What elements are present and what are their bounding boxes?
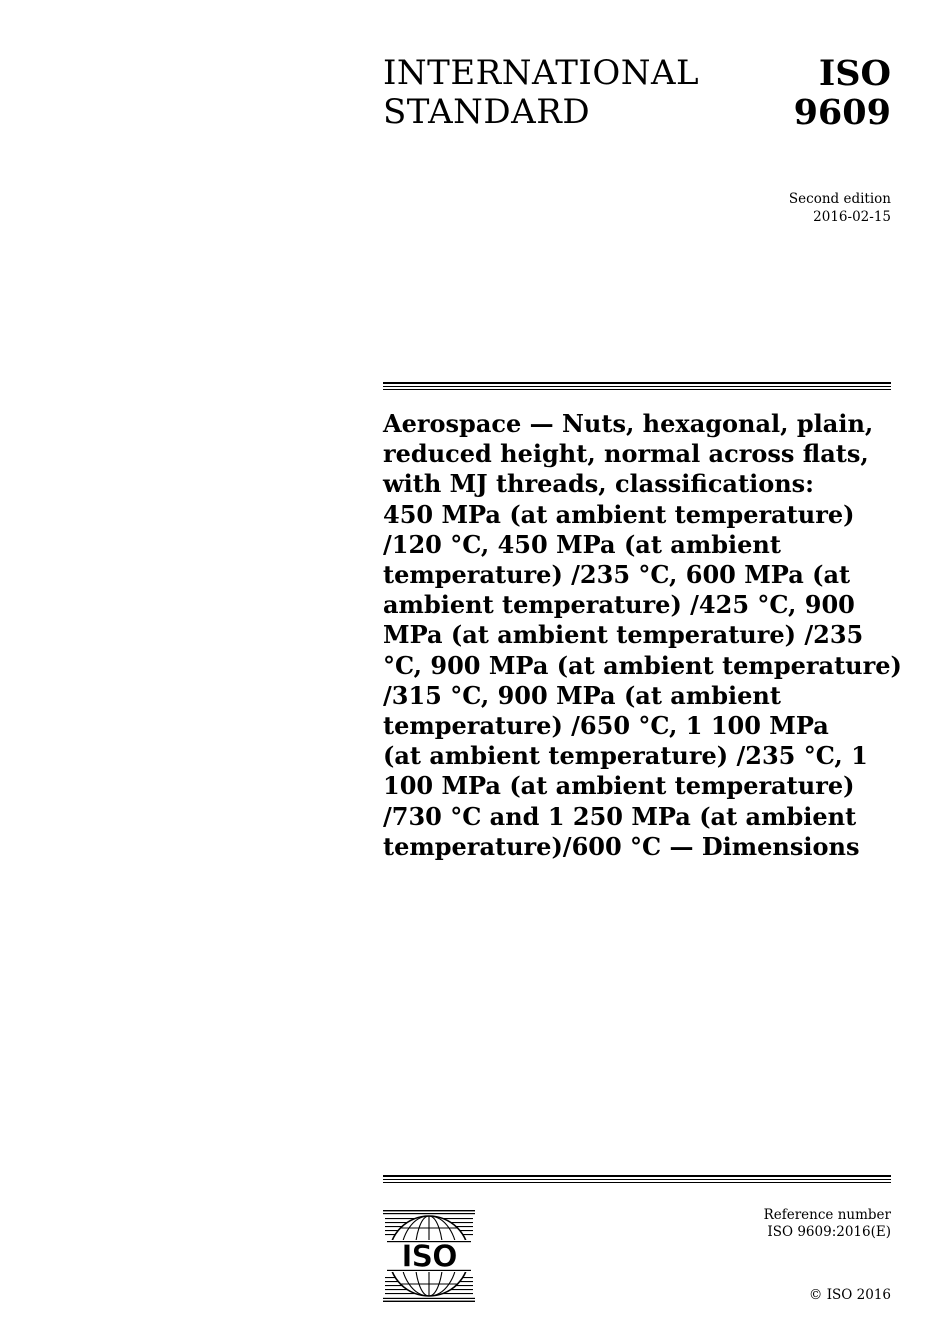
title-line: MPa (at ambient temperature) /235 — [383, 620, 864, 650]
standard-number: 9609 — [793, 92, 891, 133]
title-line: °C, 900 MPa (at ambient temperature) — [383, 650, 902, 680]
title-line: ambient temperature) /425 °C, 900 — [383, 590, 855, 620]
title-line: /315 °C, 900 MPa (at ambient — [383, 680, 781, 710]
edition-date: 2016-02-15 — [813, 209, 891, 225]
title-line: /120 °C, 450 MPa (at ambient — [383, 529, 781, 559]
reference-label: Reference number — [763, 1207, 891, 1223]
reference-value: ISO 9609:2016(E) — [767, 1224, 891, 1240]
title-line: 100 MPa (at ambient temperature) — [383, 771, 855, 801]
standard-org: ISO — [818, 53, 891, 94]
bottom-divider — [383, 1175, 891, 1185]
title-line: Aerospace — Nuts, hexagonal, plain, — [383, 409, 874, 438]
title-line: with MJ threads, classifications: — [383, 469, 815, 499]
title-line: temperature) /650 °C, 1 100 MPa — [383, 711, 829, 741]
title-line: reduced height, normal across flats, — [383, 439, 869, 469]
iso-logo-icon — [381, 1208, 477, 1304]
iso-logo-text: ISO — [401, 1239, 457, 1275]
reference-number-block — [764, 1207, 891, 1241]
copyright-notice: © ISO 2016 — [808, 1287, 891, 1303]
title-line: temperature)/600 °C — Dimensions — [383, 831, 860, 861]
title-line: (at ambient temperature) /235 °C, 1 — [383, 741, 868, 771]
edition-block — [789, 190, 891, 226]
standard-designation — [794, 54, 891, 132]
title-line: temperature) /235 °C, 600 MPa (at — [383, 560, 851, 590]
top-divider — [383, 382, 891, 392]
title-line: 450 MPa (at ambient temperature) — [383, 499, 855, 529]
document-type — [383, 54, 699, 132]
document-type-line1: INTERNATIONAL — [383, 53, 700, 93]
title-line: /730 °C and 1 250 MPa (at ambient — [383, 801, 857, 831]
edition-label: Second edition — [788, 191, 891, 207]
document-title — [383, 409, 902, 862]
document-type-line2: STANDARD — [383, 92, 591, 132]
